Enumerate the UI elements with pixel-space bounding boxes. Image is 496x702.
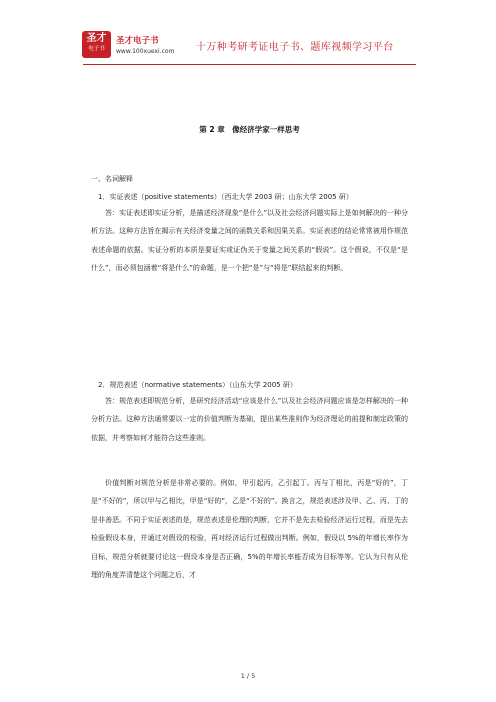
chapter-title: 第 2 章 像经济学家一样思考 <box>199 125 300 134</box>
header-divider <box>83 64 416 65</box>
brand-url: www.100xuexi.com <box>116 48 175 55</box>
page-number: 1 / 5 <box>240 672 256 680</box>
logo-line1: 圣才 <box>86 33 107 44</box>
term2-paragraph-2: 价值判断对规范分析是非常必要的。例如，甲引起丙，乙引起丁。丙与丁相比，丙是“好的”，丁是“不好的”，所以甲与乙相比，甲是“好的”，乙是“不好的”。换言之，规范表述涉及甲、乙、丙、丁的是非善恶。不同于实证表述的是，规范表述是伦理的判断，它并不是先去检验经济运行过程，而是先去检验假设本身，并通过对假设的检验，再对经济运行过程做出判断。例如，假设以 5%的年增长率作为目标，规范分析就要讨论这一假设本身是否正确，5%的年增长率能否成为目标等等。它认为只有从伦理的角度弄清楚这个问题之后，才 <box>91 479 408 580</box>
term2-answer: 答：规范表述即规范分析，是研究经济活动“应该是什么”以及社会经济问题应该是怎样解决的一种分析方法。这种方法通常要以一定的价值判断为基础，提出某些准则作为经济理论的前提和制定政策的依据，并考察如何才能符合这些准则。 <box>91 397 408 442</box>
section-heading: 一、名词解释 <box>91 175 133 183</box>
term2-heading: 2．规范表述（normative statements）（山东大学 2005 研） <box>98 381 297 389</box>
brand-name: 圣才电子书 <box>116 36 159 46</box>
brand-logo <box>82 31 111 58</box>
term1-answer: 答：实证表述即实证分析，是描述经济现象“是什么”以及社会经济问题实际上是如何解决的一种分析方法。这种方法旨在揭示有关经济变量之间的函数关系和因果关系。实证表述的结论常常被用作规范表述命题的依据。实证分析的本质是要证实或证伪关于变量之间关系的“假说”。这个假说，不仅是“是什么”，而必须包涵着“将是什么”的命题，是一个把“是”与“将是”联结起来的判断。 <box>91 209 408 273</box>
page-header <box>0 0 496 64</box>
header-slogan: 十万种考研考证电子书、题库视频学习平台 <box>196 42 394 53</box>
logo-line2: 电子书 <box>88 46 105 52</box>
term1-heading: 1．实证表述（positive statements）（西北大学 2003 研；山东大学 2005 研） <box>98 193 353 201</box>
